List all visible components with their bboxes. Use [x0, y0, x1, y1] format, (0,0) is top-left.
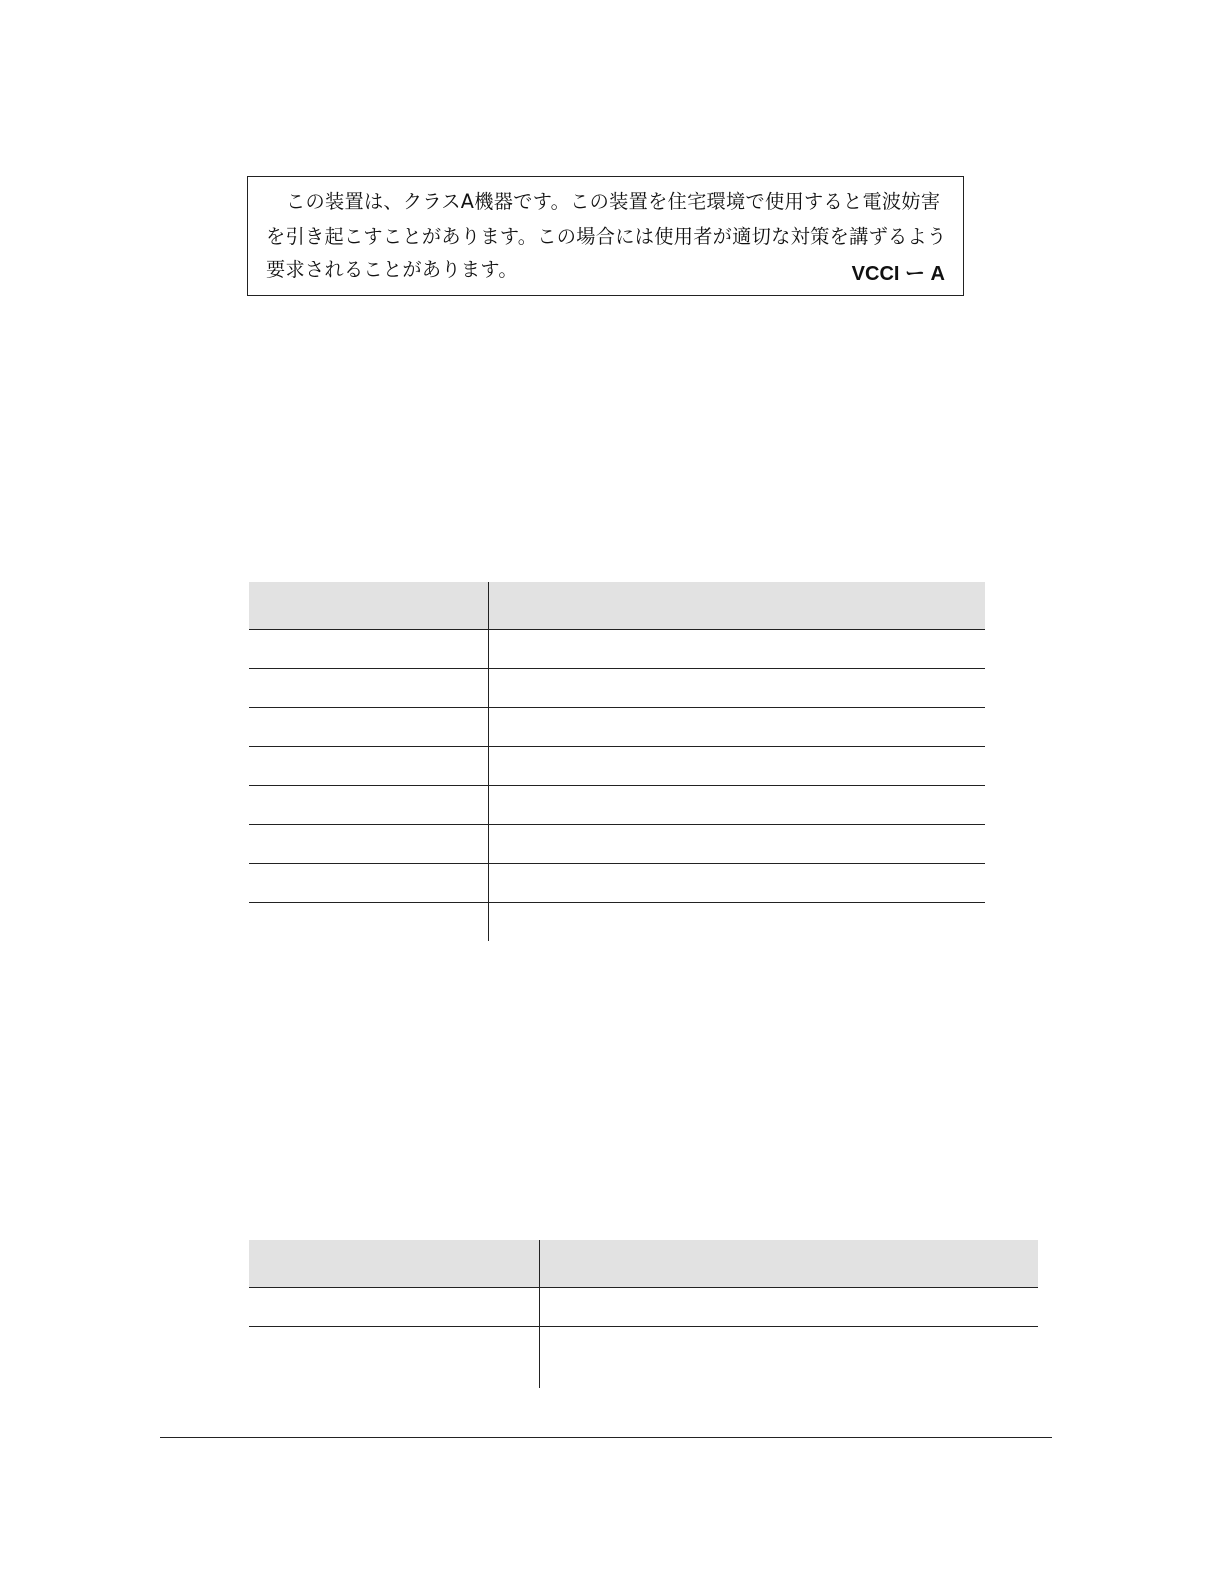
table-cell: [539, 1288, 1038, 1327]
notice-line-1: この装置は、クラスA機器です。この装置を住宅環境で使用すると電波妨害: [286, 190, 941, 213]
table-row: [249, 1288, 1038, 1327]
table-cell: [249, 903, 488, 942]
table-cell: [249, 825, 488, 864]
table-cell: [539, 1327, 1038, 1389]
table-header-cell: [488, 582, 985, 630]
table-cell: [488, 786, 985, 825]
table-cell: [249, 786, 488, 825]
empty-table-2: [249, 1240, 1038, 1388]
footer-divider: [160, 1437, 1052, 1438]
table-row: [249, 786, 985, 825]
table-header-row: [249, 1240, 1038, 1288]
table-cell: [249, 630, 488, 669]
table-row: [249, 669, 985, 708]
empty-table-1: [249, 582, 985, 941]
table-cell: [249, 669, 488, 708]
table-cell: [488, 903, 985, 942]
table-row: [249, 747, 985, 786]
table-cell: [249, 864, 488, 903]
notice-line-2: を引き起こすことがあります。この場合には使用者が適切な対策を講ずるよう: [266, 225, 947, 248]
table-header-cell: [249, 1240, 539, 1288]
table-cell: [488, 708, 985, 747]
table-cell: [249, 1327, 539, 1389]
table-row: [249, 630, 985, 669]
table-row: [249, 825, 985, 864]
table-cell: [488, 864, 985, 903]
table-cell: [488, 747, 985, 786]
table-cell: [249, 708, 488, 747]
vcci-notice-box: [247, 176, 964, 296]
table-row: [249, 864, 985, 903]
table-row: [249, 903, 985, 942]
table-cell: [488, 669, 985, 708]
table-cell: [249, 1288, 539, 1327]
notice-line-3: 要求されることがあります。: [266, 258, 518, 281]
table-cell: [488, 825, 985, 864]
table-header-cell: [249, 582, 488, 630]
table-header-cell: [539, 1240, 1038, 1288]
table-row: [249, 1327, 1038, 1389]
table-header-row: [249, 582, 985, 630]
table-row: [249, 708, 985, 747]
vcci-class-code: VCCI ー A: [851, 263, 945, 285]
table-cell: [249, 747, 488, 786]
table-cell: [488, 630, 985, 669]
